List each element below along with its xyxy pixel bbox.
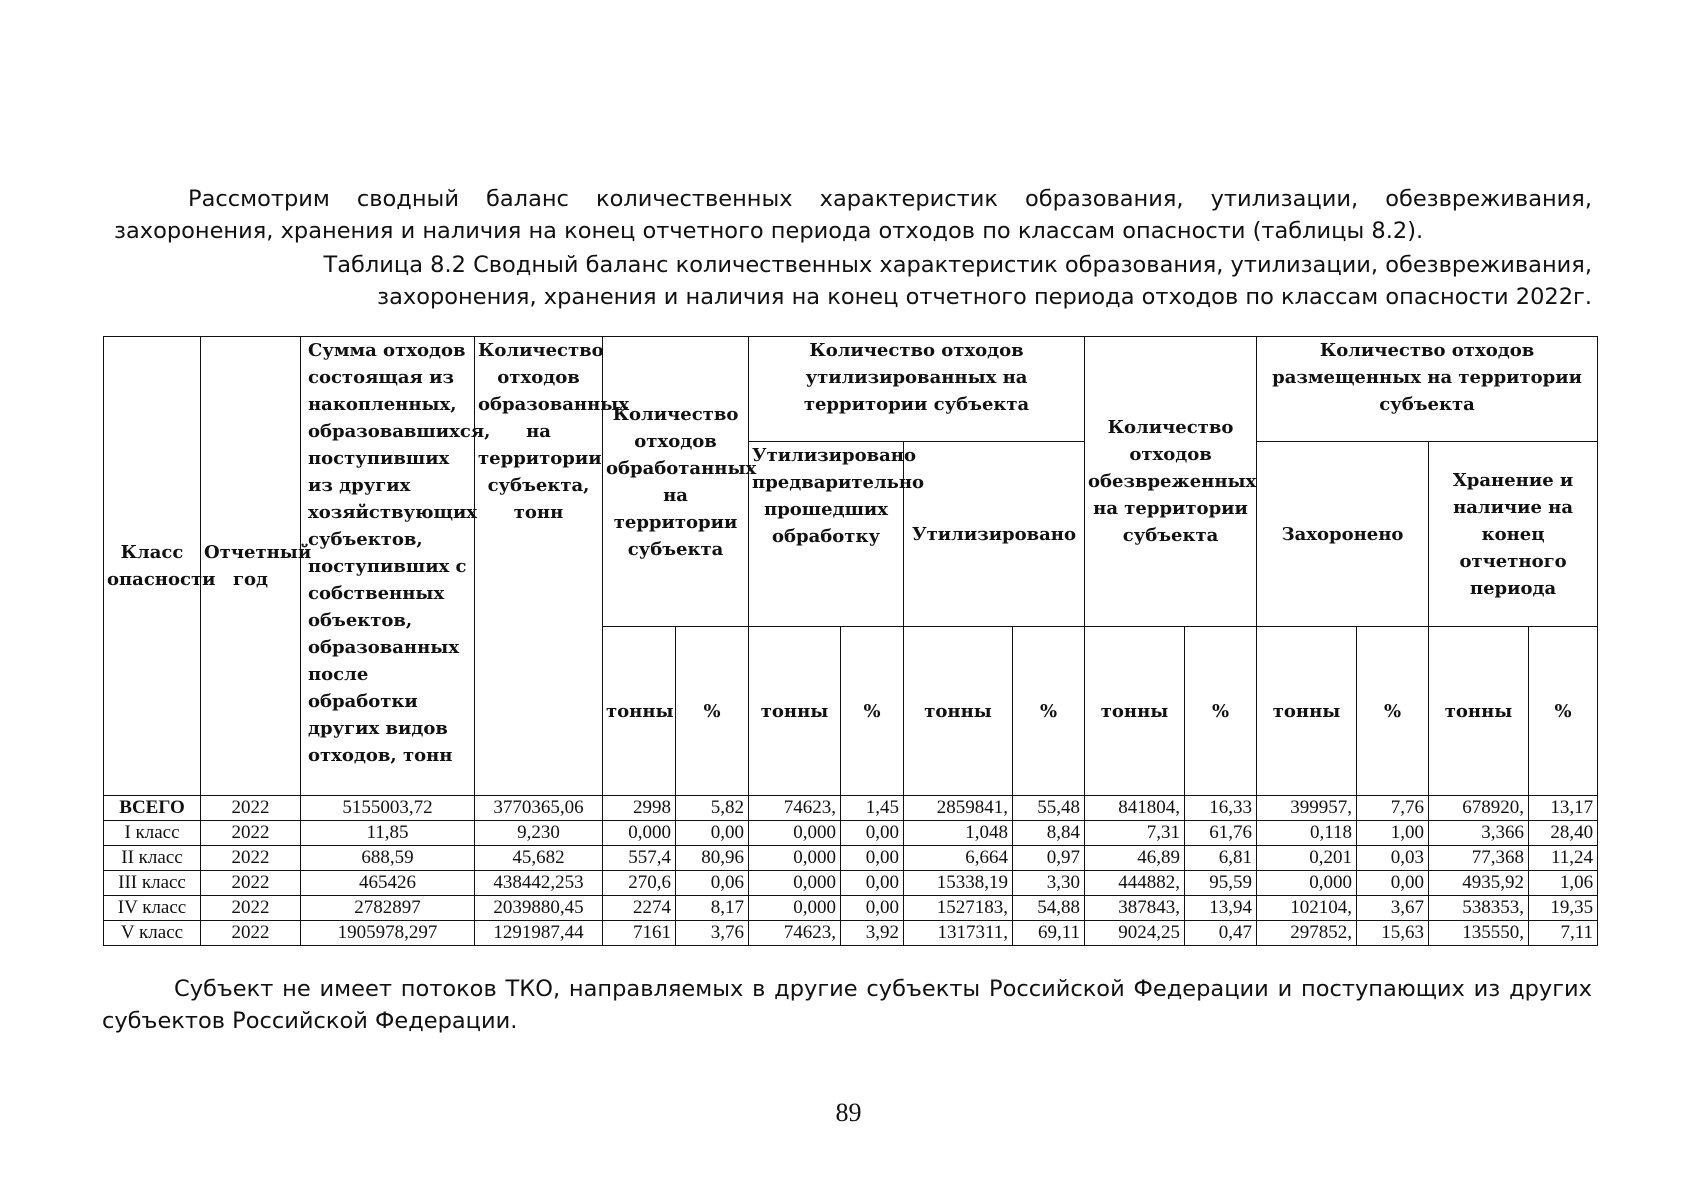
header-utilized: Утилизировано <box>904 442 1085 627</box>
cell-sum: 465426 <box>301 871 475 896</box>
cell-class: I класс <box>104 821 201 846</box>
cell-buried-percent: 0,00 <box>1357 871 1429 896</box>
cell-utilized-pre-tons: 0,000 <box>749 846 841 871</box>
cell-utilized-tons: 1,048 <box>904 821 1013 846</box>
cell-year: 2022 <box>201 921 301 946</box>
cell-neutralized-tons: 46,89 <box>1085 846 1185 871</box>
cell-neutralized-tons: 444882, <box>1085 871 1185 896</box>
table-body <box>104 796 1598 946</box>
cell-processed-tons: 7161 <box>603 921 676 946</box>
cell-utilized-percent: 0,97 <box>1013 846 1085 871</box>
cell-stored-percent: 19,35 <box>1529 896 1598 921</box>
cell-buried-percent: 7,76 <box>1357 796 1429 821</box>
cell-stored-percent: 1,06 <box>1529 871 1598 896</box>
header-processed-tons: тонны <box>603 627 676 796</box>
cell-sum: 1905978,297 <box>301 921 475 946</box>
cell-neutralized-tons: 7,31 <box>1085 821 1185 846</box>
header-utilized-tons: тонны <box>904 627 1013 796</box>
cell-utilized-tons: 6,664 <box>904 846 1013 871</box>
cell-utilized-pre-tons: 0,000 <box>749 871 841 896</box>
cell-year: 2022 <box>201 896 301 921</box>
cell-buried-tons: 297852, <box>1257 921 1357 946</box>
cell-utilized-tons: 1317311, <box>904 921 1013 946</box>
cell-class: IV класс <box>104 896 201 921</box>
header-sum: Сумма отходов состоящая из накопленных, образовавшихся, поступивших из других хозяйствующих субъектов, поступивших с собственных объектов, образованных после обработки других видов отходов, тонн <box>301 337 475 796</box>
cell-class: III класс <box>104 871 201 896</box>
cell-utilized-pre-percent: 0,00 <box>841 871 904 896</box>
cell-formed: 3770365,06 <box>475 796 603 821</box>
header-utilized-percent: % <box>1013 627 1085 796</box>
caption-line-1: Таблица 8.2 Сводный баланс количественных характеристик образования, утилизации, обезвреживания, <box>323 252 1592 278</box>
cell-neutralized-tons: 841804, <box>1085 796 1185 821</box>
cell-stored-tons: 678920, <box>1429 796 1529 821</box>
cell-processed-percent: 8,17 <box>676 896 749 921</box>
cell-class: V класс <box>104 921 201 946</box>
header-year: Отчетный год <box>201 337 301 796</box>
header-processed: Количество отходов обработанных на территории субъекта <box>603 337 749 627</box>
cell-neutralized-percent: 95,59 <box>1185 871 1257 896</box>
header-neutralized-tons: тонны <box>1085 627 1185 796</box>
cell-processed-tons: 2274 <box>603 896 676 921</box>
table-row <box>104 871 1598 896</box>
cell-buried-tons: 0,118 <box>1257 821 1357 846</box>
header-placed-group: Количество отходов размещенных на территории субъекта <box>1257 337 1598 442</box>
cell-buried-percent: 1,00 <box>1357 821 1429 846</box>
header-stored: Хранение и наличие на конец отчетного периода <box>1429 442 1598 627</box>
cell-buried-tons: 102104, <box>1257 896 1357 921</box>
cell-year: 2022 <box>201 846 301 871</box>
intro-paragraph: Рассмотрим сводный баланс количественных характеристик образования, утилизации, обезвреживания, захоронения, хранения и наличия на конец отчетного периода отходов по классам опасности (таблицы 8.2). <box>114 185 1592 244</box>
cell-sum: 11,85 <box>301 821 475 846</box>
cell-utilized-pre-percent: 1,45 <box>841 796 904 821</box>
cell-utilized-percent: 69,11 <box>1013 921 1085 946</box>
header-buried-percent: % <box>1357 627 1429 796</box>
cell-year: 2022 <box>201 796 301 821</box>
outro-paragraph: Субъект не имеет потоков ТКО, направляемых в другие субъекты Российской Федерации и поступающих из других субъектов Российской Федерации. <box>102 975 1592 1034</box>
cell-sum: 5155003,72 <box>301 796 475 821</box>
cell-stored-tons: 3,366 <box>1429 821 1529 846</box>
cell-formed: 1291987,44 <box>475 921 603 946</box>
header-utilized-pre-tons: тонны <box>749 627 841 796</box>
cell-utilized-pre-percent: 0,00 <box>841 821 904 846</box>
cell-sum: 688,59 <box>301 846 475 871</box>
cell-stored-percent: 13,17 <box>1529 796 1598 821</box>
header-stored-percent: % <box>1529 627 1598 796</box>
cell-buried-tons: 399957, <box>1257 796 1357 821</box>
cell-utilized-pre-tons: 74623, <box>749 921 841 946</box>
cell-utilized-pre-tons: 0,000 <box>749 896 841 921</box>
cell-neutralized-tons: 9024,25 <box>1085 921 1185 946</box>
header-stored-tons: тонны <box>1429 627 1529 796</box>
cell-processed-percent: 80,96 <box>676 846 749 871</box>
cell-neutralized-percent: 6,81 <box>1185 846 1257 871</box>
cell-stored-tons: 77,368 <box>1429 846 1529 871</box>
cell-stored-percent: 7,11 <box>1529 921 1598 946</box>
header-class: Класс опасности <box>104 337 201 796</box>
cell-utilized-pre-percent: 3,92 <box>841 921 904 946</box>
table-row <box>104 846 1598 871</box>
cell-neutralized-percent: 16,33 <box>1185 796 1257 821</box>
cell-year: 2022 <box>201 821 301 846</box>
caption-line-2: захоронения, хранения и наличия на конец отчетного периода отходов по классам опасности 2022г. <box>377 284 1592 310</box>
cell-buried-percent: 0,03 <box>1357 846 1429 871</box>
header-neutralized-percent: % <box>1185 627 1257 796</box>
cell-buried-tons: 0,000 <box>1257 871 1357 896</box>
cell-processed-tons: 557,4 <box>603 846 676 871</box>
table-row <box>104 821 1598 846</box>
header-neutralized: Количество отходов обезвреженных на территории субъекта <box>1085 337 1257 627</box>
cell-processed-percent: 5,82 <box>676 796 749 821</box>
cell-formed: 9,230 <box>475 821 603 846</box>
cell-formed: 438442,253 <box>475 871 603 896</box>
cell-processed-tons: 2998 <box>603 796 676 821</box>
cell-stored-percent: 28,40 <box>1529 821 1598 846</box>
header-buried-tons: тонны <box>1257 627 1357 796</box>
cell-stored-tons: 135550, <box>1429 921 1529 946</box>
header-formed: Количество отходов образованных на территории субъекта, тонн <box>475 337 603 796</box>
cell-utilized-tons: 1527183, <box>904 896 1013 921</box>
cell-processed-tons: 270,6 <box>603 871 676 896</box>
cell-neutralized-percent: 13,94 <box>1185 896 1257 921</box>
cell-formed: 45,682 <box>475 846 603 871</box>
cell-utilized-tons: 2859841, <box>904 796 1013 821</box>
waste-balance-table <box>103 336 1598 946</box>
cell-buried-tons: 0,201 <box>1257 846 1357 871</box>
cell-processed-tons: 0,000 <box>603 821 676 846</box>
cell-processed-percent: 0,06 <box>676 871 749 896</box>
cell-utilized-tons: 15338,19 <box>904 871 1013 896</box>
cell-stored-tons: 538353, <box>1429 896 1529 921</box>
cell-utilized-pre-tons: 0,000 <box>749 821 841 846</box>
cell-class: ВСЕГО <box>104 796 201 821</box>
cell-stored-percent: 11,24 <box>1529 846 1598 871</box>
cell-buried-percent: 15,63 <box>1357 921 1429 946</box>
header-processed-percent: % <box>676 627 749 796</box>
table-row <box>104 921 1598 946</box>
cell-neutralized-percent: 0,47 <box>1185 921 1257 946</box>
cell-utilized-pre-percent: 0,00 <box>841 846 904 871</box>
cell-utilized-percent: 8,84 <box>1013 821 1085 846</box>
header-utilized-group: Количество отходов утилизированных на территории субъекта <box>749 337 1085 442</box>
header-buried: Захоронено <box>1257 442 1429 627</box>
cell-year: 2022 <box>201 871 301 896</box>
cell-stored-tons: 4935,92 <box>1429 871 1529 896</box>
page-number: 89 <box>835 1098 862 1127</box>
cell-neutralized-tons: 387843, <box>1085 896 1185 921</box>
table-caption <box>200 249 1592 313</box>
cell-utilized-pre-percent: 0,00 <box>841 896 904 921</box>
cell-utilized-percent: 3,30 <box>1013 871 1085 896</box>
cell-utilized-percent: 54,88 <box>1013 896 1085 921</box>
cell-processed-percent: 0,00 <box>676 821 749 846</box>
cell-buried-percent: 3,67 <box>1357 896 1429 921</box>
cell-sum: 2782897 <box>301 896 475 921</box>
table-row <box>104 896 1598 921</box>
header-utilized-pre: Утилизировано предварительно прошедших обработку <box>749 442 904 627</box>
cell-utilized-pre-tons: 74623, <box>749 796 841 821</box>
cell-utilized-percent: 55,48 <box>1013 796 1085 821</box>
table-row <box>104 796 1598 821</box>
header-utilized-pre-percent: % <box>841 627 904 796</box>
cell-class: II класс <box>104 846 201 871</box>
cell-neutralized-percent: 61,76 <box>1185 821 1257 846</box>
cell-formed: 2039880,45 <box>475 896 603 921</box>
cell-processed-percent: 3,76 <box>676 921 749 946</box>
